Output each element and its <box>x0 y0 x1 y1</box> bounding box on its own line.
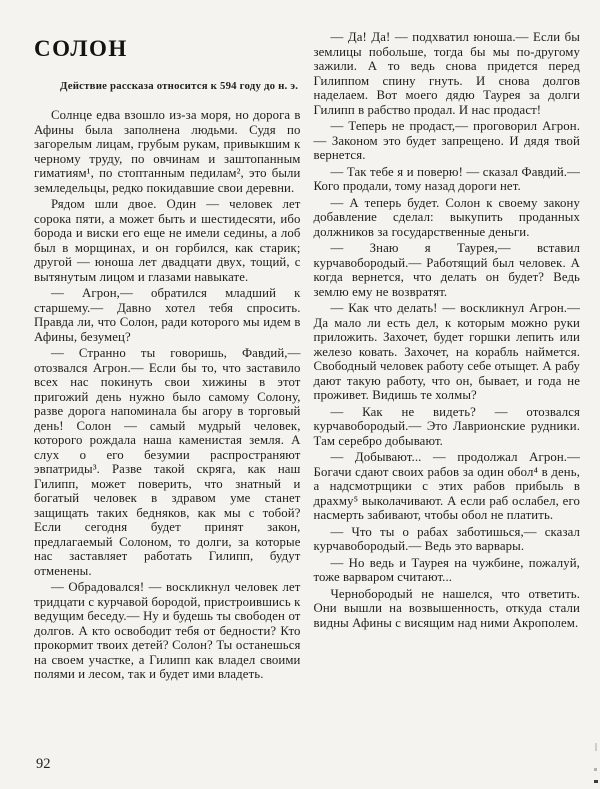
page-number: 92 <box>36 756 51 772</box>
paragraph: Солнце едва взошло из-за моря, но дорога в Афины была заполнена людьми. Судя по загорелым лицам, грубым рукам, привыкшим к черному труду, по овчинам и заштопанным гиматиям¹, по стоптанным педилам², это были земледельцы, редко покидавшие свои деревни. <box>34 108 301 195</box>
left-column <box>34 30 301 684</box>
scan-artifact <box>595 743 597 751</box>
paragraph: — А теперь будет. Солон к своему закону добавление сделал: выкупить проданных должников за государственные деньги. <box>313 195 580 239</box>
scan-artifact <box>594 768 597 771</box>
paragraph: — Как не видеть? — отозвался курчавобородый.— Это Лаврионские рудники. Там серебро добывают. <box>313 404 580 448</box>
paragraph: Чернобородый не нашелся, что ответить. Они вышли на возвышенность, откуда стали видны Афины с висящим над ними Акрополем. <box>313 586 580 630</box>
paragraph: — Добывают... — продолжал Агрон.— Богачи сдают своих рабов за один обол⁴ в день, а надсмотрщики с этих рабов прибыль в драхму⁵ выколачивают. А если раб ослабел, его насмерть забивают, чтобы обол не платить. <box>313 450 580 522</box>
paragraph: — Обрадовался! — воскликнул человек лет тридцати с курчавой бородой, пристроившись к ведущим беседу.— Ну и будешь ты свободен от долгов. А кто освободит тебя от бедности? Кто прокормит твоих детей? Солон? Ты останешься на своем участке, а Гилипп как владел своими полями и лесом, так и будет ими владеть. <box>34 580 301 681</box>
paragraph: Рядом шли двое. Один — человек лет сорока пяти, а может быть и шестидесяти, ибо борода и виски его еще не имели седины, а лоб был в морщинах, и он горбился, как старик; другой — юноша лет двадцати двух, тощий, с вытянутым лицом и глазами навыкате. <box>34 197 301 284</box>
paragraph: — Но ведь и Таурея на чужбине, пожалуй, тоже варваром считают... <box>313 555 580 584</box>
paragraph: — Да! Да! — подхватил юноша.— Если бы землицы побольше, тогда бы мы по-другому зажили. А то ведь снова придется перед Гилиппом спину гнуть. И снова долгов наделаем. Вот моего дядю Таурея за долги Гилипп в рабство продал. И нас продаст! <box>313 30 580 117</box>
paragraph: — Что ты о рабах заботишься,— сказал курчавобородый.— Ведь это варвары. <box>313 524 580 553</box>
right-column <box>314 30 581 684</box>
paragraph: — Теперь не продаст,— проговорил Агрон.— Законом это будет запрещено. И дядя твой вернется. <box>313 119 580 162</box>
paragraph: — Агрон,— обратился младший к старшему.— Давно хотел тебя спросить. Правда ли, что Солон, ради которого мы идем в Афины, безумец? <box>34 286 301 344</box>
two-column-layout <box>34 30 580 684</box>
story-epigraph: Действие рассказа относится к 594 году до н. э. <box>60 80 299 92</box>
paragraph: — Как что делать! — воскликнул Агрон.— Да мало ли есть дел, к которым можно руки приложить. Захочет, будет горшки лепить или железо ковать. Захочет, на корабль наймется. Свободный человек работу себе отыщет. А рабу дают такую работу, что он, бывает, и года не проживет. Видишь те холмы? <box>313 301 580 402</box>
scan-artifact <box>594 780 598 783</box>
paragraph: — Так тебе я и поверю! — сказал Фавдий.— Кого продали, тому назад дороги нет. <box>313 164 580 193</box>
story-title: СОЛОН <box>34 36 128 61</box>
paragraph: — Знаю я Таурея,— вставил курчавобородый.— Работящий был человек. А когда вернется, что делать он будет? Ведь землю ему не возвратят. <box>313 241 580 299</box>
paragraph: — Странно ты говоришь, Фавдий,— отозвался Агрон.— Если бы то, что заставило всех нас покинуть свои хижины в этот пригожий день нужно было самому Солону, разве дорога напоминала бы агору в торговый день! Солон — самый мудрый человек, которого рождала наша каменистая земля. А слух о его безумии распространяют эвпатриды³. Разве такой скряга, как наш Гилипп, может поверить, что знатный и богатый человек в здравом уме станет защищать таких бедняков, как мы с тобой? Если сегодня будет принят закон, предлагаемый Солоном, то долги, за которые нас заставляет работать Гилипп, будут отменены. <box>34 346 301 578</box>
